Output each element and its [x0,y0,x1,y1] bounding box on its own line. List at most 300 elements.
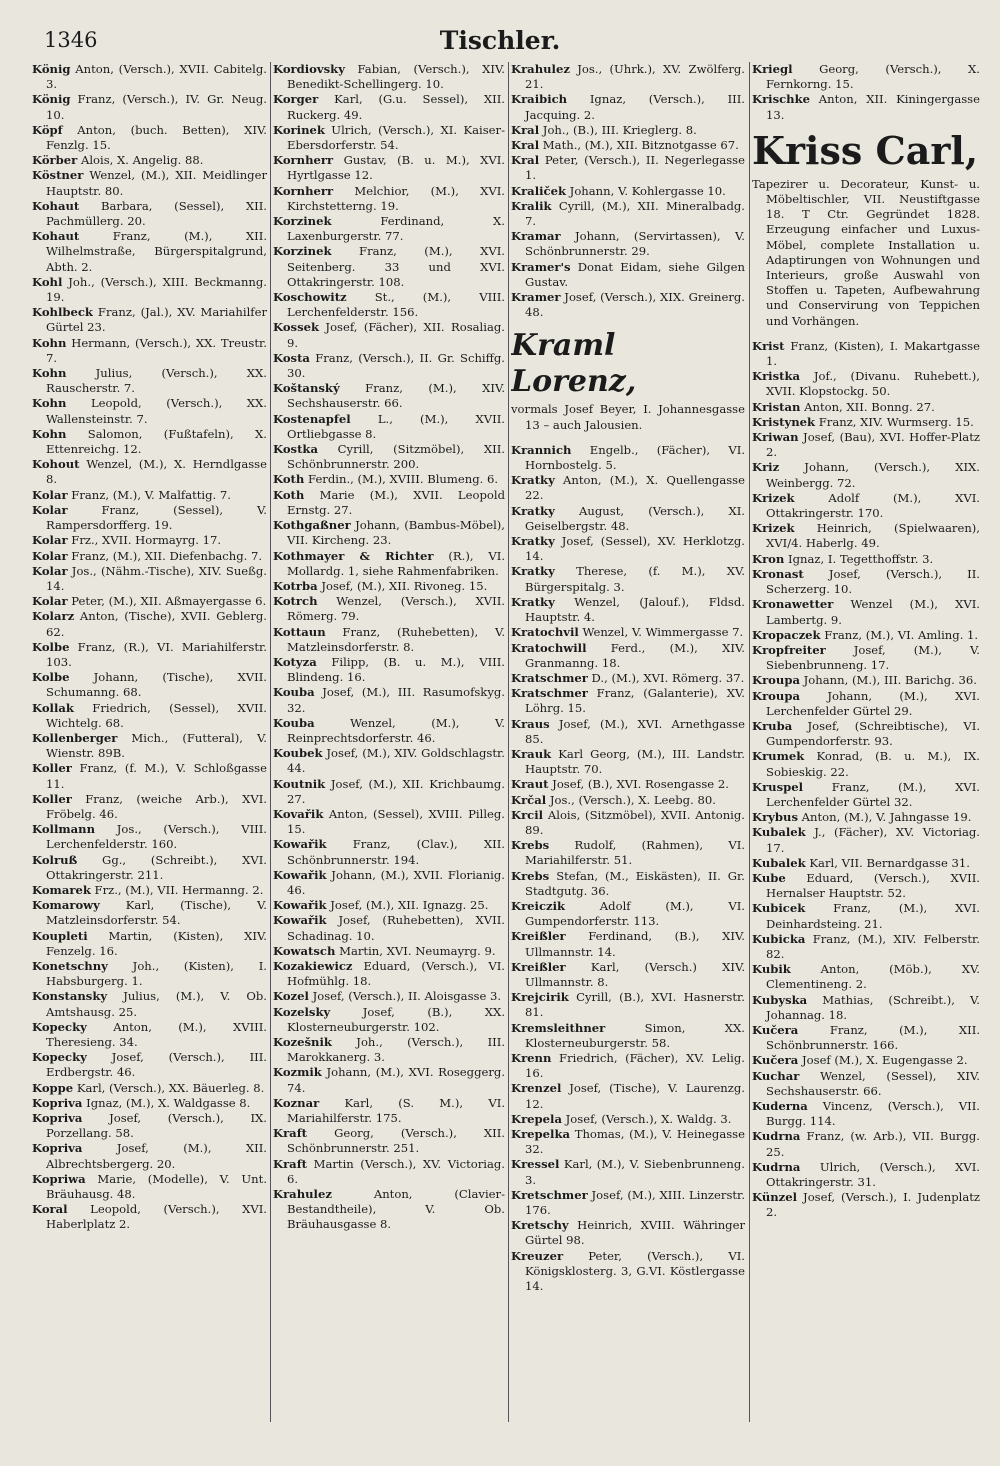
directory-entry [32,336,267,366]
entry-details: Fabian, (Versch.), XIV. Benedikt-Schellingerg. 10. [287,62,505,92]
entry-name: Korinek [273,122,325,137]
directory-entry [752,856,980,871]
directory-entry [273,716,505,746]
entry-name: Künzel [752,1190,798,1205]
directory-entry [273,290,505,320]
entry-name: Kral [511,153,540,168]
entry-details: Josef, (Versch.), I. Judenplatz 2. [766,1190,980,1220]
entry-details: Josef, (M.), III. Rasumofskyg. 32. [287,685,505,715]
directory-entry [752,552,980,567]
entry-details: Julius, (Versch.), XX. Rauscherstr. 7. [46,366,267,396]
directory-entry [273,123,505,153]
entry-name: Kossek [273,320,320,335]
entry-name: Korzinek [273,244,332,259]
entry-name: Kohlbeck [32,305,93,320]
directory-entry [752,339,980,369]
entry-name: Koupleti [32,928,88,943]
entry-name: Korzinek [273,214,332,229]
entry-details: Wenzel, (M.), XII. Meidlinger Hauptstr. 80. [46,168,267,198]
entry-name: Kubalek [752,855,806,870]
entry-details: Franz, (M.), XII. Schönbrunnerstr. 166. [766,1022,980,1053]
entry-name: Kroupa [752,673,800,688]
directory-entry [511,1127,745,1157]
entry-details: Joh., (Versch.), XIII. Beckmanng. 19. [46,274,267,305]
entry-details: Marie, (Modelle), V. Unt. Bräuhausg. 48. [46,1171,267,1202]
directory-entry [32,1020,267,1050]
directory-entry [32,883,267,898]
entry-name: Kratochvil [511,625,579,640]
entry-name: Kralik [511,198,552,213]
ad-kraml-body: vormals Josef Beyer, I. Johannesgasse 13 – auch Jalousien. [511,402,745,432]
entry-name: Kovařik [273,806,324,821]
entry-details: Marie (M.), XVII. Leopold Ernstg. 27. [287,487,505,517]
directory-entry [32,199,267,229]
directory-entry [511,534,745,564]
entry-details: Julius, (M.), V. Ob. Amtshausg. 25. [46,989,267,1019]
entry-name: Koller [32,761,72,776]
directory-entry [273,1096,505,1126]
directory-entry [32,564,267,594]
directory-entry [511,717,745,747]
entry-details: Wenzel, (Jalouf.), Fldsd. Hauptstr. 4. [525,594,745,625]
entry-name: Kostenapfel [273,411,351,426]
entry-details: Cyrill, (M.), XII. Mineralbadg. 7. [525,198,745,229]
directory-entry [32,488,267,503]
entry-details: Anton, (M.), XVIII. Theresieng. 34. [46,1019,267,1049]
entry-details: Therese, (f. M.), XV. Bürgerspitalg. 3. [525,564,745,594]
directory-entry [32,457,267,487]
entry-name: Kreißler [511,959,566,974]
entry-name: Kolar [32,502,68,517]
entry-name: Kothmayer & Richter [273,548,434,563]
directory-entry [32,822,267,852]
entry-name: Kramer [511,290,561,305]
directory-entry [511,686,745,716]
entry-details: Ferdinand, X. Laxenburgerstr. 77. [287,214,505,244]
entry-name: Koubek [273,746,323,761]
entry-name: Kowařik [273,867,327,882]
entry-name: Kraliček [511,183,566,198]
entry-name: Kreißler [511,929,566,944]
entry-details: L., (M.), XVII. Ortliebgasse 8. [287,411,505,441]
entry-details: Johann, (M.), XVII. Florianig. 46. [287,867,505,897]
entry-details: Josef, (M.), V. Siebenbrunneng. 17. [766,642,980,673]
entry-details: Josef, (Fächer), XII. Rosaliag. 9. [287,320,505,350]
entry-details: Franz, (Sessel), V. Rampersdorfferg. 19. [46,502,267,533]
entry-name: Köpf [32,122,63,137]
entry-name: Kraft [273,1156,308,1171]
entry-name: Kretschmer [511,1187,588,1202]
directory-entry [752,932,980,962]
directory-entry [32,168,267,198]
entry-name: Kottaun [273,624,326,639]
entry-details: D., (M.), XVI. Römerg. 37. [587,670,745,685]
directory-entry [273,944,505,959]
column-2 [273,62,505,1432]
directory-entry [752,810,980,825]
entry-details: Franz, (M.), VI. Amling. 1. [820,627,979,642]
entry-details: Franz, (M.), XIV. Felberstr. 82. [766,931,980,961]
entry-details: Hermann, (Versch.), XX. Treustr. 7. [46,335,267,365]
entry-details: J., (Fächer), XV. Victoriag. 17. [766,825,980,855]
entry-name: Krauk [511,746,552,761]
directory-entry [32,853,267,883]
directory-entry [273,868,505,898]
directory-entry [511,260,745,290]
entry-details: Jos., (Versch.), X. Leebg. 80. [546,792,716,807]
directory-entry [273,214,505,244]
column-rule [749,62,750,1422]
directory-entry [273,579,505,594]
directory-entry [752,1160,980,1190]
directory-entry [752,415,980,430]
directory-entry [273,989,505,1004]
entry-details: Franz, (M.), XVI. Lerchenfelder Gürtel 32. [766,779,980,809]
ad-kriss-name: Kriss Carl, [752,127,979,173]
entry-name: Krejcirik [511,990,569,1005]
entry-details: Wenzel, (Versch.), XVII. Römerg. 79. [287,594,505,624]
entry-details: Anton, (M.), V. Jahngasse 19. [798,810,972,825]
entry-name: Kratschmer [511,670,588,685]
entry-name: Krahulez [511,62,570,76]
entry-details: Filipp, (B. u. M.), VIII. Blindeng. 16. [287,654,505,685]
directory-entry [273,442,505,472]
entry-name: Kolar [32,563,68,578]
entry-name: Kordiovsky [273,62,345,76]
entry-name: Kral [511,122,540,137]
directory-entry [32,1111,267,1141]
entry-name: Krepela [511,1111,562,1126]
directory-entry [273,1126,505,1156]
directory-entry [32,427,267,457]
directory-entry [273,777,505,807]
directory-entry [752,780,980,810]
entry-name: Kouba [273,715,315,730]
directory-entry [273,594,505,624]
directory-entry [32,731,267,761]
entry-details: Franz, (Jal.), XV. Mariahilfer Gürtel 23. [46,305,267,335]
entry-details: Franz, (Versch.), IV. Gr. Neug. 10. [46,92,267,122]
entry-name: Kolruß [32,852,78,867]
directory-entry [752,689,980,719]
directory-entry [752,901,980,931]
entry-name: Kotrch [273,594,318,609]
entry-details: Joh., (Kisten), I. Habsburgerg. 1. [46,958,267,989]
directory-entry [32,761,267,791]
entry-details: Adolf (M.), VI. Gumpendorferstr. 113. [525,898,745,929]
entry-details: Anton, (Möb.), XV. Clementineng. 2. [766,962,980,992]
entry-name: Kohaut [32,198,80,213]
entry-details: Cyrill, (Sitzmöbel), XII. Schönbrunnerstr. 200. [287,442,505,472]
directory-entry [32,792,267,822]
directory-entry [511,199,745,229]
entry-details: Johann, (Versch.), XIX. Weinbergg. 72. [766,460,980,490]
entry-name: Krumek [752,749,805,764]
entry-name: Kopriwa [32,1171,86,1186]
directory-entry [511,564,745,594]
entry-name: Kressel [511,1157,560,1172]
entry-details: Anton, (Sessel), XVIII. Pilleg. 15. [287,806,505,837]
entry-name: Kollak [32,700,74,715]
entry-name: Kozmik [273,1065,322,1080]
entry-details: Heinrich, (Spielwaaren), XVI/4. Haberlg. 49. [766,521,980,551]
entry-name: Kopecky [32,1050,87,1065]
entry-details: Eduard, (Versch.), VI. Hofmühlg. 18. [287,958,505,989]
entry-details: Johann, (Servirtassen), V. Schönbrunnerstr. 29. [525,229,745,259]
directory-entry [273,1157,505,1187]
entry-name: Kosta [273,350,310,365]
entry-name: Kuchar [752,1068,800,1083]
entry-details: Frz., XVII. Hormayrg. 17. [67,533,222,548]
directory-entry [511,838,745,868]
directory-entry [32,1172,267,1202]
entry-details: Franz, (M.), XVI. Deinhardsteing. 21. [766,901,980,931]
entry-name: Kowařik [273,913,327,928]
entry-details: Josef, (B.), XVI. Rosengasse 2. [548,777,729,792]
directory-entry [511,960,745,990]
directory-entry [511,504,745,534]
entry-name: Konetschny [32,958,108,973]
directory-entry [273,518,505,548]
directory-entry [752,962,980,992]
directory-entry [32,92,267,122]
entry-name: Koppe [32,1080,74,1095]
entry-name: Kruspel [752,779,804,794]
entry-details: Thomas, (M.), V. Heinegasse 32. [525,1127,745,1157]
directory-entry [511,123,745,138]
directory-entry [511,793,745,808]
entry-name: Komarowy [32,898,100,913]
column-4 [752,62,980,1432]
entry-name: Körber [32,153,78,168]
directory-entry [752,491,980,521]
entry-details: Jos., (Nähm.-Tische), XIV. Sueßg. 14. [46,563,267,593]
entry-details: Karl, (S. M.), VI. Mariahilferstr. 175. [287,1095,505,1126]
entry-details: Anton, (Clavier-Bestandtheile), V. Ob. Bräuhausgasse 8. [287,1187,505,1232]
directory-entry [273,381,505,411]
entry-name: Krcil [511,807,544,822]
entry-details: Joh., (B.), III. Krieglerg. 8. [539,122,697,137]
entry-name: Krebs [511,838,550,853]
directory-entry [511,595,745,625]
column-rule [270,62,271,1422]
entry-name: Kudrna [752,1129,801,1144]
directory-entry [32,503,267,533]
entry-name: Kubicka [752,931,806,946]
entry-details: Karl, VII. Bernardgasse 31. [805,855,970,870]
directory-entry [32,123,267,153]
directory-entry [273,488,505,518]
entry-name: Krischke [752,92,811,107]
entry-name: Kruba [752,718,793,733]
entry-details: Josef, (B.), XX. Klosterneuburgerstr. 102. [287,1004,505,1034]
directory-entry [273,1187,505,1233]
entry-details: Ignaz, I. Tegetthoffstr. 3. [784,551,934,566]
entry-details: Josef, (M.), XII. Albrechtsbergerg. 20. [46,1141,267,1171]
entry-name: Kreuzer [511,1248,564,1263]
entry-details: Karl Georg, (M.), III. Landstr. Hauptstr. 70. [525,746,745,777]
entry-details: Franz, (Ruhebetten), V. Matzleinsdorferstr. 8. [287,624,505,654]
column-1 [32,62,267,1432]
directory-entry [511,747,745,777]
directory-entry [32,275,267,305]
entry-details: Gustav, (B. u. M.), XVI. Hyrtlgasse 12. [287,153,505,183]
entry-details: Ulrich, (Versch.), XVI. Ottakringerstr. 31. [766,1159,980,1190]
entry-details: Josef, (Versch.), XIX. Greinerg. 48. [525,290,745,320]
entry-details: Karl, (G.u. Sessel), XII. Ruckerg. 49. [287,92,505,122]
entry-name: Kraibich [511,92,568,107]
entry-name: Kuderna [752,1099,808,1113]
directory-entry [511,1081,745,1111]
directory-entry [273,655,505,685]
entry-name: Kratky [511,534,555,549]
entry-details: Josef, (M.), XIV. Goldschlagstr. 44. [287,746,505,776]
entry-name: Krannich [511,442,572,457]
directory-entry [511,899,745,929]
entry-details: Peter, (Versch.), II. Negerlegasse 1. [525,153,745,183]
directory-entry [32,229,267,275]
directory-entry [752,1129,980,1159]
entry-details: Rudolf, (Rahmen), VI. Mariahilferstr. 51. [525,838,745,868]
directory-entry [273,898,505,913]
entry-name: Kral [511,138,540,153]
directory-entry [32,609,267,639]
directory-entry [511,990,745,1020]
entry-name: Kratochwill [511,640,587,655]
entry-details: Barbara, (Sessel), XII. Pachmüllerg. 20. [46,198,267,229]
directory-entry [511,1112,745,1127]
entry-details: Josef, (Versch.), X. Waldg. 3. [561,1111,732,1126]
entry-details: Wenzel, (Sessel), XIV. Sechshauserstr. 66. [766,1068,980,1098]
entry-name: Koštanský [273,381,340,396]
directory-entry [32,305,267,335]
entry-name: Kohl [32,274,63,289]
entry-name: Kohn [32,335,67,350]
entry-details: Josef, (Sessel), XV. Herklotzg. 14. [525,534,745,564]
entry-name: Kowatsch [273,943,336,958]
entry-details: Franz, (M.), XII. Wilhelmstraße, Bürgerspitalgrund, Abth. 2. [46,229,267,274]
entry-name: Kowařik [273,837,327,852]
entry-name: Kriwan [752,430,799,445]
page-title: Tischler. [439,26,561,55]
directory-entry [752,460,980,490]
entry-details: Anton, XII. Kiningergasse 13. [766,92,980,122]
entry-name: Kretschy [511,1218,569,1233]
directory-entry [511,869,745,899]
entry-name: Kratky [511,564,555,579]
entry-details: Johann, (M.), III. Barichg. 36. [799,673,977,688]
entry-name: Kramar [511,229,561,244]
entry-name: Kropfreiter [752,642,826,657]
entry-details: Konrad, (B. u. M.), IX. Sobieskig. 22. [766,749,980,779]
entry-details: Stefan, (M., Eiskästen), II. Gr. Stadtgutg. 36. [525,868,745,898]
directory-entry [511,229,745,259]
entry-details: Martin (Versch.), XV. Victoriag. 6. [287,1156,505,1186]
entry-details: Franz, (R.), VI. Mariahilferstr. 103. [46,639,267,669]
entry-name: Krybus [752,810,798,825]
entry-details: Josef, (M.), XII. Krichbaumg. 27. [287,776,505,806]
entry-details: Ferdin., (M.), XVIII. Blumeng. 6. [304,472,499,487]
entry-name: Kraft [273,1126,308,1141]
entry-name: Kratky [511,594,555,609]
entry-name: Krebs [511,868,550,883]
directory-entry [273,184,505,214]
directory-entry [752,521,980,551]
directory-entry [511,290,745,320]
directory-entry [511,473,745,503]
entry-details: Franz, XIV. Wurmserg. 15. [815,414,974,429]
entry-details: Johann, (Bambus-Möbel), VII. Kircheng. 23. [287,518,505,548]
entry-details: Mich., (Futteral), V. Wienstr. 89B. [46,730,267,761]
entry-name: Kubyska [752,992,808,1007]
directory-entry [511,929,745,959]
directory-entry [752,719,980,749]
entry-details: Ignaz, (Versch.), III. Jacquing. 2. [525,92,745,122]
directory-entry [752,597,980,627]
entry-details: Math., (M.), XII. Bitznotgasse 67. [539,138,739,153]
entry-details: Karl, (Tische), V. Matzleinsdorferstr. 54. [46,898,267,928]
entry-details: Wenzel, (M.), X. Herndlgasse 8. [46,457,267,487]
directory-entry [511,1218,745,1248]
entry-name: Krenzel [511,1081,562,1096]
entry-details: Joh., (Versch.), III. Marokkanerg. 3. [287,1035,505,1065]
entry-details: Friedrich, (Fächer), XV. Lelig. 16. [525,1050,745,1081]
directory-entry [752,369,980,399]
entry-details: Franz, (M.), XIV. Sechshauserstr. 66. [287,381,505,411]
directory-entry [511,1021,745,1051]
directory-entry [32,594,267,609]
directory-entry [752,1190,980,1220]
directory-entry [32,898,267,928]
page-number: 1346 [44,28,98,52]
directory-entry [32,1202,267,1232]
entry-details: Georg, (Versch.), XII. Schönbrunnerstr. 251. [287,1126,505,1156]
entry-name: Kropaczek [752,627,821,642]
entry-name: Kozel [273,989,309,1004]
entry-details: Josef, (Versch.), II. Aloisgasse 3. [308,989,502,1004]
directory-entry [752,643,980,673]
entry-name: Kouba [273,685,315,700]
entry-details: Josef, (M.), XII. Ignazg. 25. [326,898,489,913]
entry-name: Krizek [752,521,795,536]
directory-entry [511,625,745,640]
entry-name: Kotyza [273,654,317,669]
directory-entry [273,153,505,183]
entry-details: Franz, (M.), XII. Diefenbachg. 7. [67,548,263,563]
entry-details: Martin, (Kisten), XIV. Fenzelg. 16. [46,928,267,958]
entry-details: Anton, (Versch.), XVII. Cabitelg. 3. [46,62,267,92]
entry-details: Ferd., (M.), XIV. Granmanng. 18. [525,640,745,670]
entry-details: Josef, (Versch.), IX. Porzellang. 58. [46,1111,267,1141]
entry-name: Kratschmer [511,686,588,701]
entry-details: Anton, (buch. Betten), XIV. Fenzlg. 15. [46,122,267,153]
directory-entry [511,153,745,183]
entry-details: Wenzel, (M.), V. Reinprechtsdorferstr. 46. [287,715,505,745]
directory-entry [32,1096,267,1111]
directory-entry [32,640,267,670]
entry-details: Franz, (f. M.), V. Schloßgasse 11. [46,761,267,791]
directory-entry [32,396,267,426]
entry-name: Kubalek [752,825,806,840]
directory-entry [511,443,745,473]
entry-name: Kratky [511,473,555,488]
directory-entry [752,1069,980,1099]
entry-name: Komarek [32,882,91,897]
entry-name: Kube [752,870,786,885]
entry-details: Peter, (Versch.), VI. Königsklosterg. 3, G.VI. Köstlergasse 14. [525,1248,745,1294]
entry-name: Kornherr [273,183,334,198]
directory-entry [511,671,745,686]
